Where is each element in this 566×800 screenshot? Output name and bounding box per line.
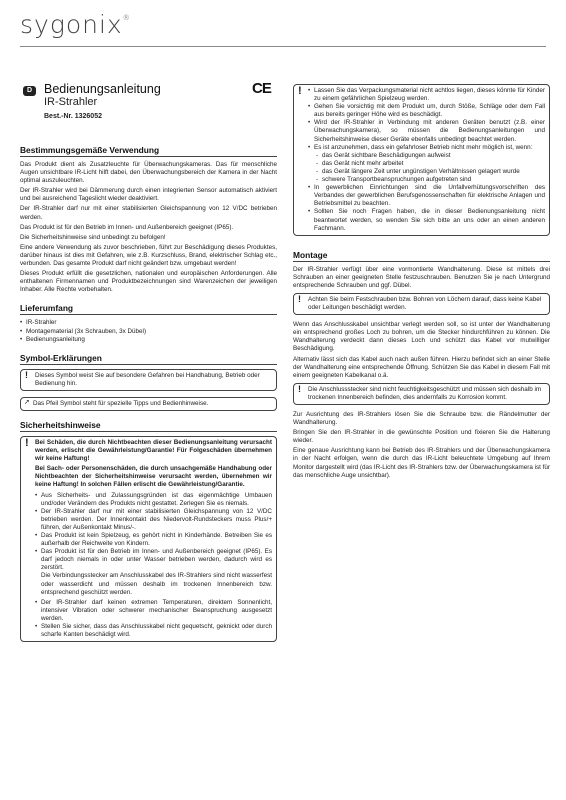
mount-paragraph: Bringen Sie den IR-Strahler in die gewünschte Position und fixieren Sie die Halterung wieder.	[293, 429, 550, 445]
usage-paragraph: Eine andere Verwendung als zuvor beschrieben, führt zur Beschädigung dieses Produktes, darüber hinaus ist dies mit Gefahren, wie z.B. Kurzschluss, Brand, elektrischer Schlag etc., verbunden. Das gesamte Produkt darf nicht geändert bzw. umgebaut werden!	[20, 243, 277, 268]
order-number: Best.-Nr. 1326052	[44, 113, 102, 120]
safety-continued-box	[293, 84, 550, 236]
arrow-icon: ➚	[24, 398, 30, 406]
list-item: - das Gerät längere Zeit unter ungünstigen Verhältnissen gelagert wurde	[308, 168, 545, 176]
usage-paragraph: Die Sicherheitshinweise sind unbedingt zu befolgen!	[20, 233, 166, 241]
brand-logo: sygonix®	[20, 10, 131, 39]
safety-list	[35, 492, 272, 573]
warning-icon: !	[25, 436, 29, 449]
safety-list	[308, 184, 545, 233]
usage-paragraph: Der IR-Strahler wird bei Dämmerung durch einen integrierten Sensor automatisch aktiviert und bei ausreichend Tageslicht wieder deaktiviert.	[20, 187, 277, 203]
usage-paragraph: Der IR-Strahler darf nur mit einer stabilisierten Gleichspannung von 12 V/DC betrieben werden.	[20, 205, 277, 221]
usage-paragraph: Dieses Produkt erfüllt die gesetzlichen, nationalen und europäischen Anforderungen. Alle enthaltenen Firmennamen und Produktbezeichnungen sind Warenzeichen der jeweiligen Inhaber. Alle Rechte vorbehalten.	[20, 270, 277, 294]
list-item: • Bedienungsanleitung	[20, 336, 277, 344]
tip-symbol-box	[20, 397, 277, 411]
ce-mark: CE	[252, 80, 271, 97]
section-title-usage: Bestimmungsgemäße Verwendung	[20, 145, 277, 157]
warning-symbol-text: Dieses Symbol weist Sie auf besondere Gefahren bei Handhabung, Betrieb oder Bedienung hin.	[35, 371, 260, 387]
safety-list	[35, 599, 272, 639]
header-rule	[20, 46, 546, 47]
usage-paragraph: Das Produkt dient als Zusatzleuchte für Überwachungskameras. Das für menschliche Augen unsichtbare IR-Licht hilft dabei, den Überwachungsbereich der Kamera in der Nacht optimal auszuleuchten.	[20, 161, 277, 185]
scope-list	[20, 319, 277, 343]
warning-icon: !	[298, 85, 302, 97]
mount-paragraph: Der IR-Strahler verfügt über eine vormontierte Wandhalterung. Diese ist mittels drei Schrauben an einer geeigneten Stelle festzuschrauben. Benutzen Sie je nach Untergrund entsprechende Schrauben und ggf. Dübel.	[293, 265, 550, 289]
list-item: • IR-Strahler	[20, 319, 277, 327]
list-item: • Aus Sicherheits- und Zulassungsgründen ist das eigenmächtige Umbauen und/oder Verändern des Produkts nicht gestattet. Zerlegen Sie es niemals.	[35, 492, 272, 508]
mount-paragraph: Zur Ausrichtung des IR-Strahlers lösen Sie die Schraube bzw. die Rändelmutter der Wandhalterung.	[293, 411, 550, 427]
document-subtitle: IR-Strahler	[44, 96, 98, 108]
condition-sublist	[308, 152, 545, 184]
mount-warning-box	[293, 293, 550, 315]
list-item: • Das Produkt ist kein Spielzeug, es gehört nicht in Kinderhände. Betreiben Sie es außerhalb der Reichweite von Kindern.	[35, 532, 272, 548]
mount-warning-box	[293, 383, 550, 405]
list-item: • Das Produkt ist für den Betrieb im Innen- und Außenbereich geeignet (IP65). Es darf jedoch niemals in oder unter Wasser betrieben werden, dadurch wird es zerstört.	[35, 548, 272, 572]
section-title-safety: Sicherheitshinweise	[20, 420, 277, 432]
document-title: Bedienungsanleitung	[44, 82, 161, 96]
section-title-scope: Lieferumfang	[20, 303, 277, 315]
warning-icon: !	[298, 383, 301, 394]
warning-icon: !	[298, 293, 301, 304]
list-item: • Der IR-Strahler darf keinen extremen Temperaturen, direktem Sonnenlicht, intensiver Vibration oder schwerer mechanischer Beanspruchung ausgesetzt werden.	[35, 599, 272, 623]
list-item: • Montagematerial (3x Schrauben, 3x Dübel)	[20, 328, 277, 336]
language-badge: D	[23, 86, 36, 96]
list-item: - das Gerät nicht mehr arbeitet	[308, 160, 545, 168]
list-item: - schwere Transportbeanspruchungen aufgetreten sind	[308, 176, 545, 184]
mount-warning-text: Die Anschlussstecker sind nicht feuchtigkeitsgeschützt und müssen sich deshalb im trockenen Innenbereich befinden, dies andernfalls zu Korrosion kommt.	[308, 385, 542, 401]
safety-list	[308, 87, 545, 152]
list-item: - das Gerät sichtbare Beschädigungen aufweist	[308, 152, 545, 160]
warning-icon: !	[25, 369, 28, 380]
safety-box	[20, 436, 277, 642]
mount-paragraph: Wenn das Anschlusskabel unsichtbar verlegt werden soll, so ist unter der Wandhalterung ein entsprechend großes Loch zu bohren, um die Stecker hindurchführen zu können. Die Wandhalterung verdeckt dann dieses Loch und schützt das Kabel vor mutwilliger Beschädigung.	[293, 321, 550, 353]
tip-symbol-text: Das Pfeil Symbol steht für spezielle Tipps und Bedienhinweise.	[33, 399, 209, 407]
list-item: • Der IR-Strahler darf nur mit einer stabilisierten Gleichspannung von 12 V/DC betrieben werden. Der Innenkontakt des Niedervolt-Rundsteckers muss Plus/+ führen, der Außenkontakt Minus/-.	[35, 508, 272, 532]
list-item: • Stellen Sie sicher, dass das Anschlusskabel nicht gequetscht, geknickt oder durch scharfe Kanten beschädigt wird.	[35, 623, 272, 639]
left-column	[20, 82, 277, 648]
doc-header	[20, 82, 277, 138]
section-title-mount: Montage	[293, 250, 550, 262]
mount-paragraph: Alternativ lässt sich das Kabel auch nach außen führen. Hierzu befindet sich an einer Stelle der Wandhalterung eine entsprechende Öffnung. Schützen Sie das Kabel in diesem Fall mit einem geeigneten Kabelkanal o.ä.	[293, 355, 550, 379]
list-item: • Es ist anzunehmen, dass ein gefahrloser Betrieb nicht mehr möglich ist, wenn:	[308, 144, 545, 152]
safety-bold-text: Bei Sach- oder Personenschäden, die durch unsachgemäße Handhabung oder Nichtbeachten der Sicherheitshinweise verursacht werden, übernehmen wir keine Haftung! In solchen Fällen erlischt die Gewährleistung/Garantie.	[35, 465, 272, 489]
list-item: • Gehen Sie vorsichtig mit dem Produkt um, durch Stöße, Schläge oder dem Fall aus bereits geringer Höhe wird es beschädigt.	[308, 103, 545, 119]
list-item: • Wird der IR-Strahler in Verbindung mit anderen Geräten benutzt (z.B. einer Überwachungskamera), so müssen die Bedienungsanleitungen und Sicherheitshinweise dieser Geräte ebenfalls unbedingt beachtet werden.	[308, 119, 545, 143]
section-title-symbols: Symbol-Erklärungen	[20, 353, 277, 365]
list-item: • Lassen Sie das Verpackungsmaterial nicht achtlos liegen, dieses könnte für Kinder zu einem gefährlichen Spielzeug werden.	[308, 87, 545, 103]
right-column	[293, 84, 550, 482]
safety-extra-text: Die Verbindungsstecker am Anschlusskabel des IR-Strahlers sind nicht wasserfest oder wasserdicht und müssen deshalb im trockenen Innenbereich bzw. entsprechend geschützt werden.	[41, 572, 272, 596]
usage-paragraph: Das Produkt ist für den Betrieb im Innen- und Außenbereich geeignet (IP65).	[20, 223, 234, 231]
warning-symbol-box	[20, 369, 277, 391]
mount-warning-text: Achten Sie beim Festschrauben bzw. Bohren von Löchern darauf, dass keine Kabel oder Leitungen beschädigt werden.	[308, 295, 542, 312]
list-item: • Sollten Sie noch Fragen haben, die in dieser Bedienungsanleitung nicht beantwortet werden, so wenden Sie sich bitte an uns oder an einen anderen Fachmann.	[308, 208, 545, 232]
mount-paragraph: Eine genaue Ausrichtung kann bei Betrieb des IR-Strahlers und der Überwachungskamera in der Nacht erfolgen, wenn die durch das IR-Licht beleuchtete Umgebung auf Ihrem Monitor dargestellt wird (das IR-Licht des IR-Strahlers bzw. der Überwachungskamera ist für das menschliche Auge unsichtbar).	[293, 447, 550, 479]
safety-bold-text: Bei Schäden, die durch Nichtbeachten dieser Bedienungsanleitung verursacht werden, erlischt die Gewährleistung/Garantie! Für Folgeschäden übernehmen wir keine Haftung!	[35, 438, 272, 463]
list-item: • In gewerblichen Einrichtungen sind die Unfallverhütungsvorschriften des Verbandes der gewerblichen Berufsgenossenschaften für elektrische Anlagen und Betriebsmittel zu beachten.	[308, 184, 545, 208]
